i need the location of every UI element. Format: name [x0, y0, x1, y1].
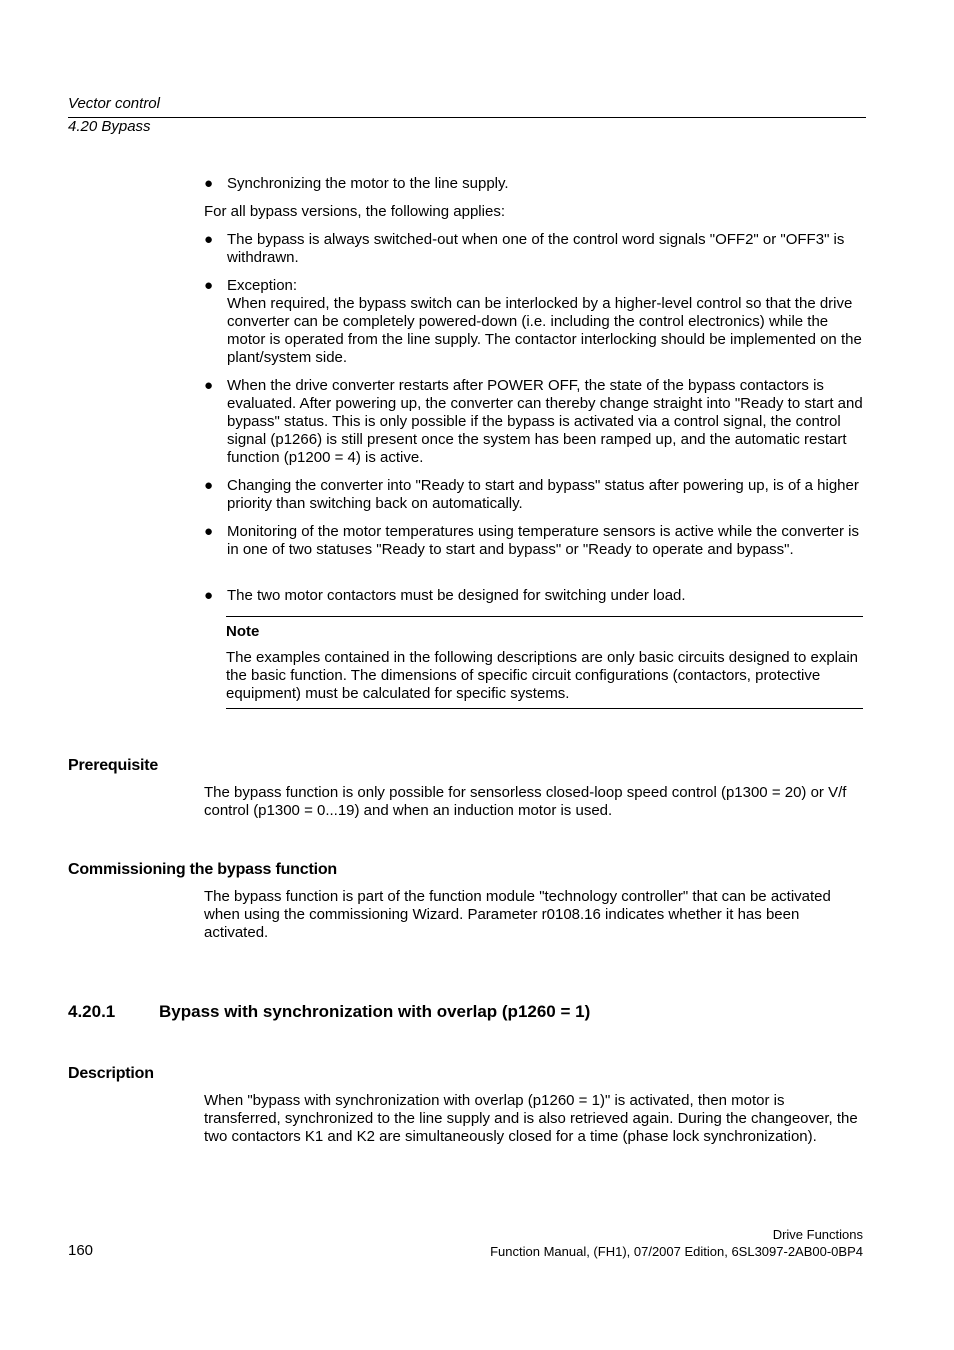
bullet-icon: ● [204, 277, 214, 294]
running-header-section: 4.20 Bypass [68, 118, 151, 135]
list-item-text: When required, the bypass switch can be interlocked by a higher-level control so that the drive converter can be completely powered-down (i.e. including the control electronics) while the motor is operated from the line supply. The contactor interlocking should be implemented on the plant/system side. [227, 295, 862, 366]
section-title: Bypass with synchronization with overlap (p1260 = 1) [159, 1002, 591, 1021]
page-number: 160 [68, 1242, 94, 1259]
list-item-text: Synchronizing the motor to the line supply. [227, 175, 509, 192]
paragraph: For all bypass versions, the following applies: [204, 203, 505, 220]
commissioning-heading: Commissioning the bypass function [68, 861, 337, 878]
footer-manual: Function Manual, (FH1), 07/2007 Edition, 6SL3097-2AB00-0BP4 [490, 1244, 863, 1259]
list-item-content [227, 277, 864, 367]
note-bottom-rule [226, 708, 863, 709]
prerequisite-heading: Prerequisite [68, 757, 159, 774]
description-heading: Description [68, 1065, 154, 1082]
list-item-text: The two motor contactors must be designed for switching under load. [227, 587, 686, 604]
note-text: The examples contained in the following descriptions are only basic circuits designed to explain the basic function. The dimensions of specific circuit configurations (contactors, protective equipment) must be calculated for specific systems. [226, 649, 859, 702]
note-title: Note [226, 623, 260, 640]
prerequisite-text: The bypass function is only possible for sensorless closed-loop speed control (p1300 = 20) or V/f control (p1300 = 0...19) and when an induction motor is used. [204, 784, 847, 819]
list-item-text: When the drive converter restarts after POWER OFF, the state of the bypass contactors is evaluated. After powering up, the converter can thereby change straight into "Ready to start and bypass" status. This is only possible if the bypass is activated via a control signal, the control signal (p1266) is still present once the system has been ramped up, and the automatic restart function (p1200 = 4) is active. [227, 377, 863, 466]
header-rule [68, 117, 866, 118]
bullet-icon: ● [204, 231, 214, 248]
footer-title: Drive Functions [772, 1227, 863, 1242]
list-item-text: The bypass is always switched-out when one of the control word signals "OFF2" or "OFF3" is withdrawn. [227, 231, 845, 266]
bullet-icon: ● [204, 523, 214, 540]
list-item-text: Changing the converter into "Ready to start and bypass" status after powering up, is of a higher priority than switching back on automatically. [227, 477, 859, 512]
bullet-icon: ● [204, 377, 214, 394]
commissioning-text: The bypass function is part of the function module "technology controller" that can be activated when using the commissioning Wizard. Parameter r0108.16 indicates whether it has been activated. [204, 888, 831, 941]
note-top-rule [226, 616, 863, 617]
section-number: 4.20.1 [68, 1002, 116, 1021]
note-box [226, 623, 863, 703]
description-text: When "bypass with synchronization with overlap (p1260 = 1)" is activated, then motor is transferred, synchronized to the line supply and is also retrieved again. During the changeover, the two contactors K1 and K2 are simultaneously closed for a time (phase lock synchronization). [204, 1092, 858, 1145]
list-item-text: Exception: [227, 277, 298, 294]
bullet-icon: ● [204, 175, 214, 192]
bullet-icon: ● [204, 587, 214, 604]
list-item-text: Monitoring of the motor temperatures using temperature sensors is active while the converter is in one of two statuses "Ready to start and bypass" or "Ready to operate and bypass". [227, 523, 859, 558]
bullet-icon: ● [204, 477, 214, 494]
running-header-chapter: Vector control [68, 95, 160, 112]
